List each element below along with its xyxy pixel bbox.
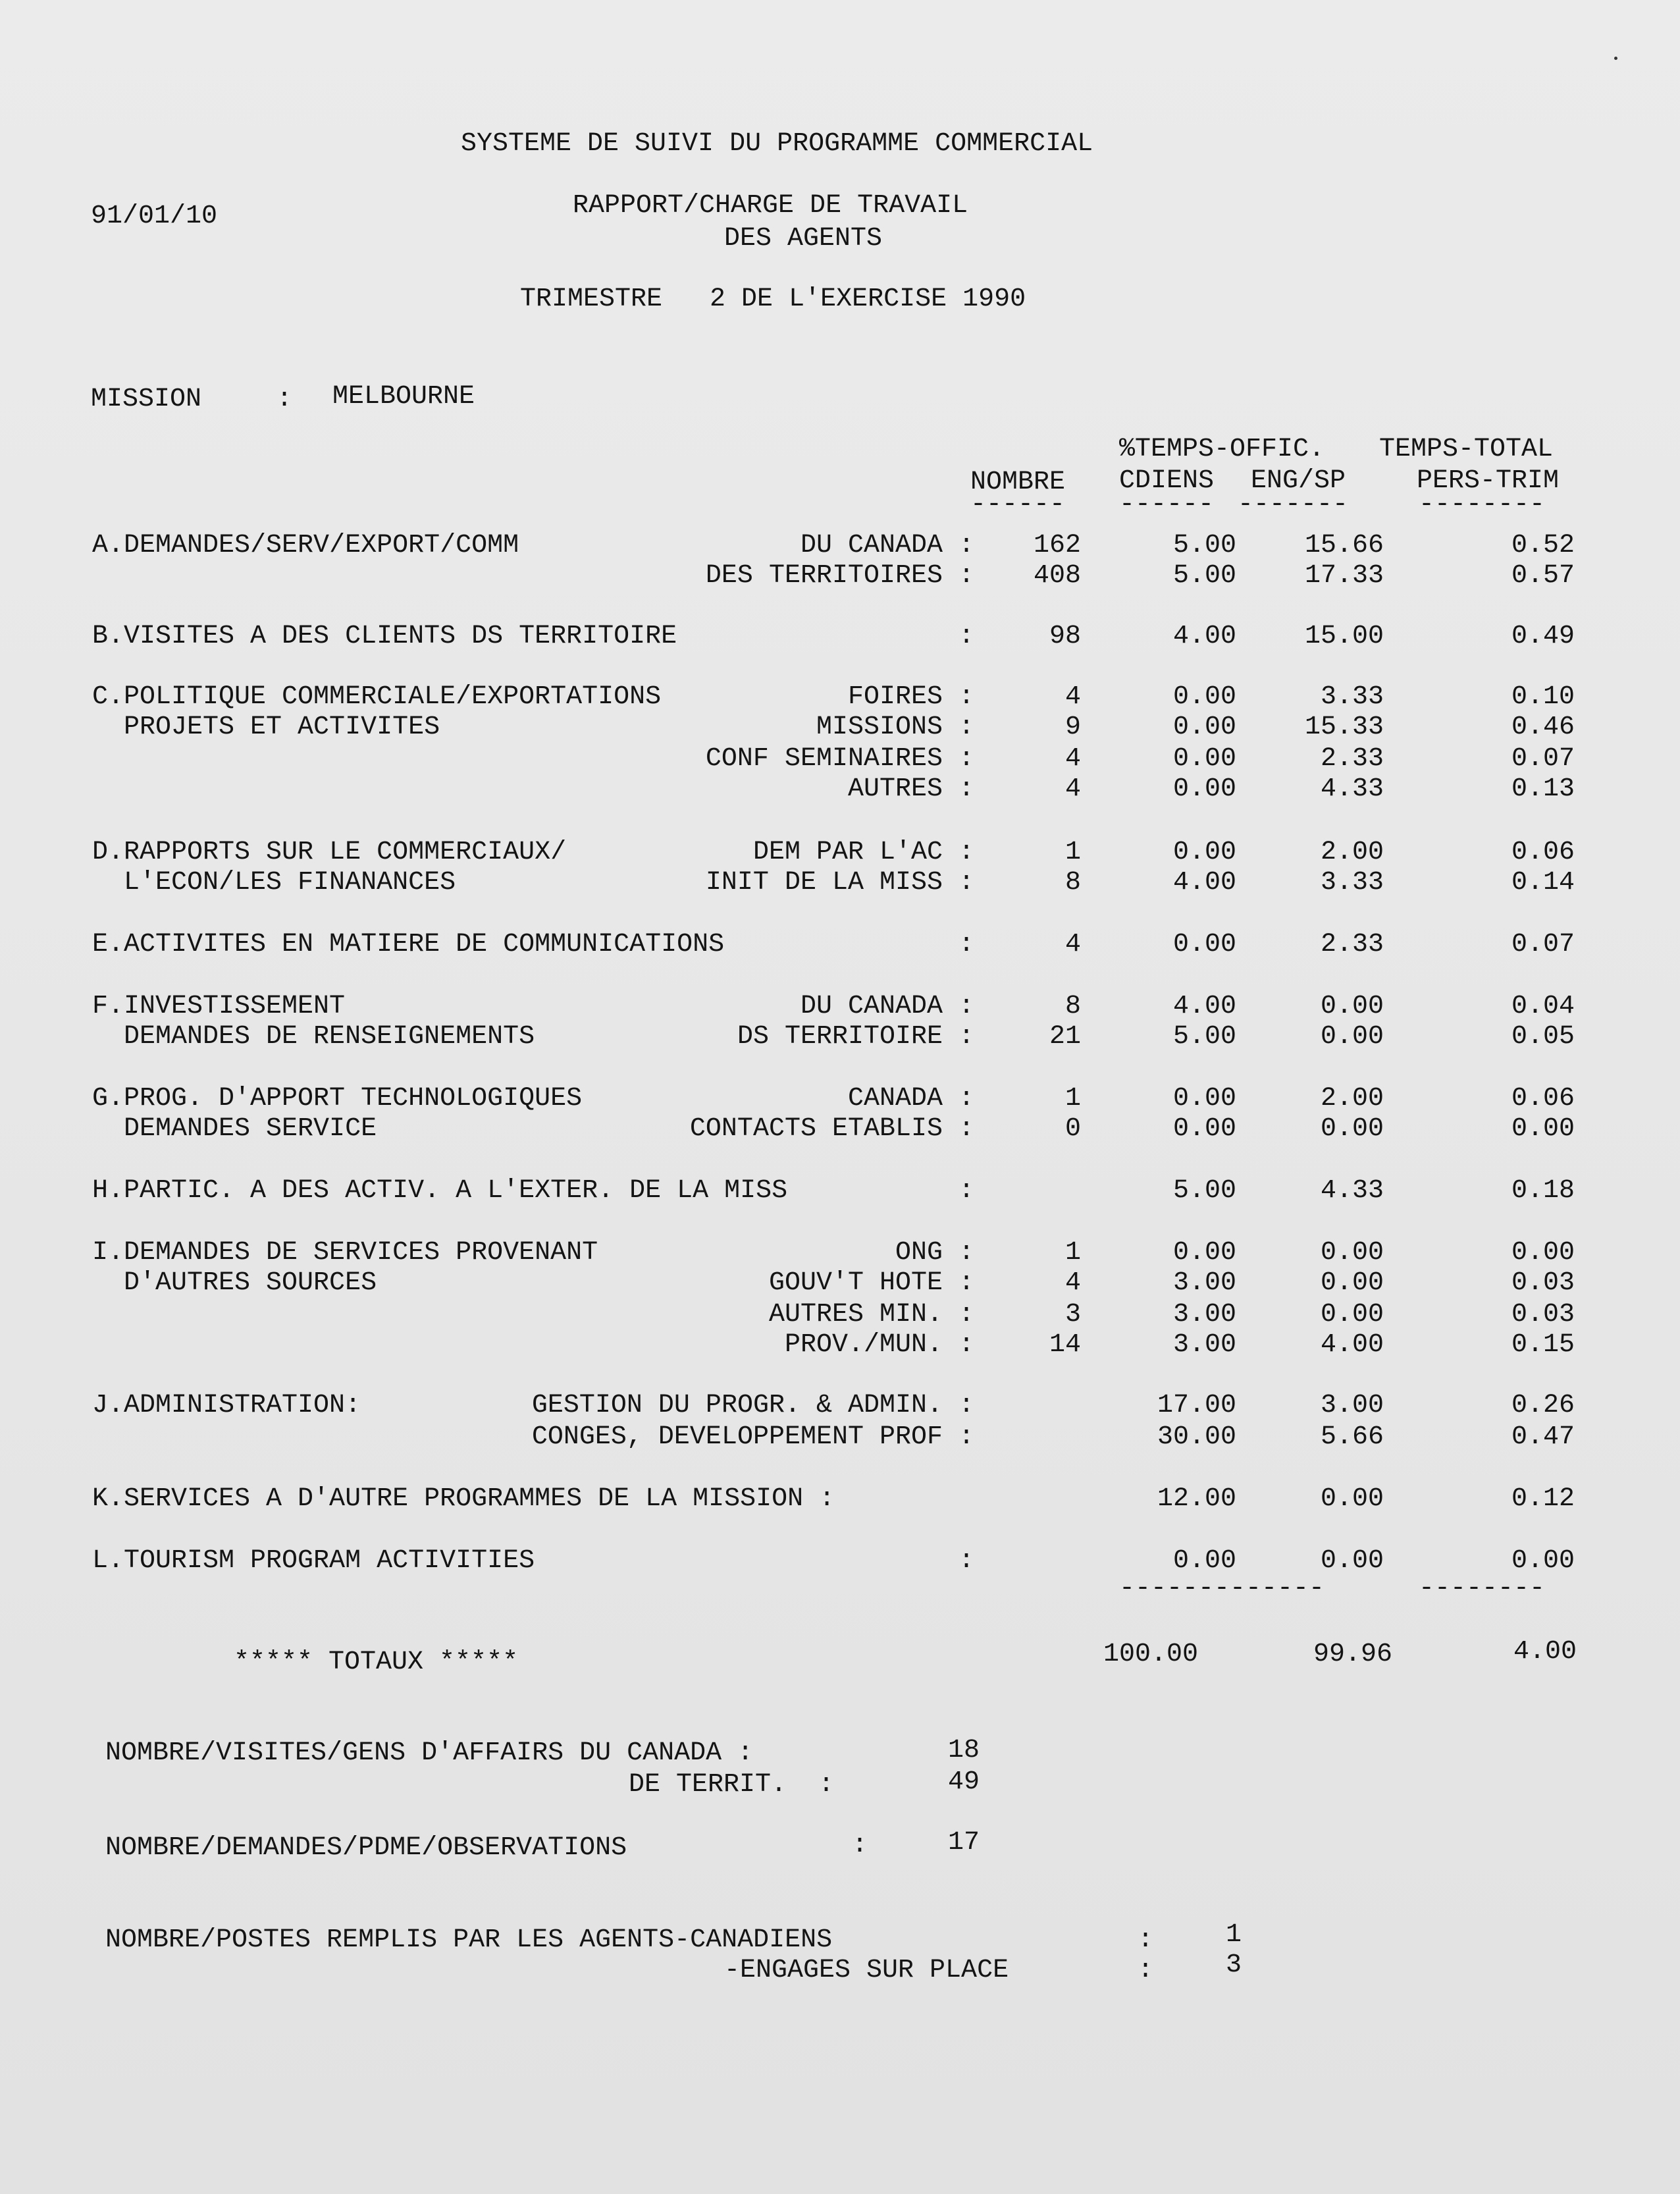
row-eng-sp: 0.00 <box>1320 1300 1384 1329</box>
row-cdiens: 4.00 <box>1172 868 1236 897</box>
row-pers-trim: 0.46 <box>1511 712 1575 742</box>
row-eng-sp: 0.00 <box>1320 1484 1384 1514</box>
row-nombre: 9 <box>1064 712 1081 742</box>
header-nombre: NOMBRE <box>970 468 1066 497</box>
row-sublabel: DU CANADA : <box>800 531 974 560</box>
row-cdiens: 0.00 <box>1172 744 1236 774</box>
row-pers-trim: 0.10 <box>1511 682 1575 712</box>
mission-separator: : <box>276 385 293 414</box>
row-label: K.SERVICES A D'AUTRE PROGRAMMES DE LA MISSION : <box>92 1484 835 1514</box>
system-title: SYSTEME DE SUIVI DU PROGRAMME COMMERCIAL <box>461 129 1093 159</box>
row-cdiens: 0.00 <box>1172 1238 1236 1268</box>
row-eng-sp: 2.33 <box>1320 930 1384 959</box>
row-pers-trim: 0.03 <box>1511 1300 1575 1329</box>
totals-rule-right: -------- <box>1419 1574 1546 1603</box>
postes-label: NOMBRE/POSTES REMPLIS PAR LES AGENTS-CANADIENS <box>105 1925 833 1955</box>
row-label: C.POLITIQUE COMMERCIALE/EXPORTATIONS <box>92 682 662 712</box>
pdme-separator: : <box>852 1831 868 1860</box>
postes-value: 1 <box>1226 1920 1242 1950</box>
row-sublabel: : <box>958 622 974 651</box>
row-sublabel: GESTION DU PROGR. & ADMIN. : <box>531 1391 974 1420</box>
row-label: D.RAPPORTS SUR LE COMMERCIAUX/ <box>92 838 567 867</box>
row-pers-trim: 0.26 <box>1511 1391 1575 1420</box>
row-label: I.DEMANDES DE SERVICES PROVENANT <box>92 1238 598 1268</box>
header-cdiens: CDIENS <box>1119 466 1215 496</box>
row-cdiens: 3.00 <box>1172 1300 1236 1329</box>
row-nombre: 408 <box>1033 561 1081 591</box>
row-sublabel: FOIRES : <box>847 682 974 712</box>
row-eng-sp: 4.33 <box>1320 1176 1384 1206</box>
row-pers-trim: 0.52 <box>1511 531 1575 560</box>
row-label: A.DEMANDES/SERV/EXPORT/COMM <box>92 531 519 560</box>
report-period: TRIMESTRE 2 DE L'EXERCISE 1990 <box>520 284 1026 314</box>
header-pers-trim: PERS-TRIM <box>1417 466 1560 496</box>
row-sublabel: GOUV'T HOTE : <box>768 1268 974 1298</box>
row-nombre: 1 <box>1064 1084 1081 1113</box>
totals-cdiens: 100.00 <box>1103 1640 1198 1669</box>
totals-eng-sp: 99.96 <box>1313 1640 1392 1669</box>
row-eng-sp: 5.66 <box>1320 1422 1384 1452</box>
row-nombre: 98 <box>1049 622 1081 651</box>
row-eng-sp: 0.00 <box>1320 1022 1384 1052</box>
mission-value: MELBOURNE <box>332 382 475 412</box>
header-underline-cdiens: ------ <box>1119 490 1215 520</box>
row-eng-sp: 4.33 <box>1320 774 1384 804</box>
row-label: L'ECON/LES FINANANCES <box>92 868 456 897</box>
row-eng-sp: 0.00 <box>1320 1268 1384 1298</box>
row-nombre: 4 <box>1064 682 1081 712</box>
header-pct-temps-offic: %TEMPS-OFFIC. <box>1119 435 1325 464</box>
row-label: L.TOURISM PROGRAM ACTIVITIES <box>92 1546 535 1576</box>
row-eng-sp: 15.66 <box>1304 531 1384 560</box>
row-sublabel: AUTRES MIN. : <box>768 1300 974 1329</box>
visits-territ-label: DE TERRIT. : <box>629 1770 835 1800</box>
visits-territ-value: 49 <box>948 1767 980 1797</box>
row-cdiens: 0.00 <box>1172 712 1236 742</box>
report-date: 91/01/10 <box>91 201 218 231</box>
engages-separator: : <box>1138 1956 1154 1985</box>
row-eng-sp: 0.00 <box>1320 1238 1384 1268</box>
row-cdiens: 0.00 <box>1172 930 1236 959</box>
header-eng-sp: ENG/SP <box>1251 466 1346 496</box>
row-cdiens: 30.00 <box>1157 1422 1236 1452</box>
row-nombre: 4 <box>1064 744 1081 774</box>
mission-label: MISSION <box>91 385 202 414</box>
row-label: B.VISITES A DES CLIENTS DS TERRITOIRE <box>92 622 677 651</box>
row-cdiens: 0.00 <box>1172 1084 1236 1113</box>
row-cdiens: 17.00 <box>1157 1391 1236 1420</box>
row-eng-sp: 0.00 <box>1320 992 1384 1021</box>
row-eng-sp: 15.33 <box>1304 712 1384 742</box>
row-eng-sp: 3.00 <box>1320 1391 1384 1420</box>
row-cdiens: 4.00 <box>1172 992 1236 1021</box>
engages-value: 3 <box>1226 1950 1242 1980</box>
row-eng-sp: 17.33 <box>1304 561 1384 591</box>
row-cdiens: 3.00 <box>1172 1268 1236 1298</box>
row-nombre: 4 <box>1064 1268 1081 1298</box>
row-cdiens: 0.00 <box>1172 774 1236 804</box>
row-cdiens: 0.00 <box>1172 838 1236 867</box>
row-label: H.PARTIC. A DES ACTIV. A L'EXTER. DE LA MISS <box>92 1176 788 1206</box>
paper-speck <box>1614 57 1617 60</box>
row-pers-trim: 0.57 <box>1511 561 1575 591</box>
row-label: PROJETS ET ACTIVITES <box>92 712 440 742</box>
row-pers-trim: 0.47 <box>1511 1422 1575 1452</box>
row-sublabel: AUTRES : <box>847 774 974 804</box>
row-eng-sp: 2.00 <box>1320 1084 1384 1113</box>
row-pers-trim: 0.18 <box>1511 1176 1575 1206</box>
engages-label: -ENGAGES SUR PLACE <box>724 1956 1009 1985</box>
header-temps-total: TEMPS-TOTAL <box>1379 435 1554 464</box>
row-label: D'AUTRES SOURCES <box>92 1268 377 1298</box>
pdme-label: NOMBRE/DEMANDES/PDME/OBSERVATIONS <box>105 1833 627 1863</box>
row-label: E.ACTIVITES EN MATIERE DE COMMUNICATIONS <box>92 930 725 959</box>
row-sublabel: DU CANADA : <box>800 992 974 1021</box>
row-sublabel: : <box>958 1176 974 1206</box>
header-underline-nombre: ------ <box>970 490 1066 520</box>
row-cdiens: 5.00 <box>1172 561 1236 591</box>
row-sublabel: DEM PAR L'AC : <box>752 838 974 867</box>
row-cdiens: 4.00 <box>1172 622 1236 651</box>
row-label: G.PROG. D'APPORT TECHNOLOGIQUES <box>92 1084 583 1113</box>
postes-separator: : <box>1138 1925 1154 1955</box>
visits-canada-value: 18 <box>948 1736 980 1765</box>
row-pers-trim: 0.14 <box>1511 868 1575 897</box>
row-cdiens: 5.00 <box>1172 531 1236 560</box>
row-label: DEMANDES DE RENSEIGNEMENTS <box>92 1022 535 1052</box>
row-sublabel: CONTACTS ETABLIS : <box>689 1114 974 1144</box>
row-eng-sp: 4.00 <box>1320 1330 1384 1360</box>
row-label: J.ADMINISTRATION: <box>92 1391 361 1420</box>
row-cdiens: 5.00 <box>1172 1176 1236 1206</box>
row-nombre: 0 <box>1064 1114 1081 1144</box>
row-eng-sp: 2.00 <box>1320 838 1384 867</box>
row-cdiens: 0.00 <box>1172 1546 1236 1576</box>
row-pers-trim: 0.15 <box>1511 1330 1575 1360</box>
row-pers-trim: 0.03 <box>1511 1268 1575 1298</box>
row-pers-trim: 0.06 <box>1511 1084 1575 1113</box>
row-sublabel: INIT DE LA MISS : <box>705 868 974 897</box>
row-nombre: 1 <box>1064 838 1081 867</box>
row-eng-sp: 0.00 <box>1320 1114 1384 1144</box>
row-sublabel: DES TERRITOIRES : <box>705 561 974 591</box>
row-label: DEMANDES SERVICE <box>92 1114 377 1144</box>
totals-rule-left: ------------- <box>1119 1574 1325 1603</box>
row-eng-sp: 15.00 <box>1304 622 1384 651</box>
row-nombre: 8 <box>1064 868 1081 897</box>
row-eng-sp: 3.33 <box>1320 682 1384 712</box>
totals-pers-trim: 4.00 <box>1513 1637 1577 1667</box>
row-sublabel: MISSIONS : <box>816 712 974 742</box>
row-nombre: 4 <box>1064 930 1081 959</box>
visits-canada-label: NOMBRE/VISITES/GENS D'AFFAIRS DU CANADA : <box>105 1738 754 1768</box>
row-nombre: 14 <box>1049 1330 1081 1360</box>
pdme-value: 17 <box>948 1828 980 1858</box>
row-nombre: 3 <box>1064 1300 1081 1329</box>
row-eng-sp: 0.00 <box>1320 1546 1384 1576</box>
row-eng-sp: 2.33 <box>1320 744 1384 774</box>
row-sublabel: CONF SEMINAIRES : <box>705 744 974 774</box>
row-pers-trim: 0.06 <box>1511 838 1575 867</box>
row-pers-trim: 0.05 <box>1511 1022 1575 1052</box>
header-underline-eng-sp: ------- <box>1238 490 1349 520</box>
totals-label: ***** TOTAUX ***** <box>234 1647 519 1677</box>
row-pers-trim: 0.00 <box>1511 1546 1575 1576</box>
row-sublabel: : <box>958 930 974 959</box>
row-sublabel: CONGES, DEVELOPPEMENT PROF : <box>531 1422 974 1452</box>
row-nombre: 162 <box>1033 531 1081 560</box>
row-cdiens: 5.00 <box>1172 1022 1236 1052</box>
row-cdiens: 3.00 <box>1172 1330 1236 1360</box>
row-pers-trim: 0.12 <box>1511 1484 1575 1514</box>
row-sublabel: CANADA : <box>847 1084 974 1113</box>
row-eng-sp: 3.33 <box>1320 868 1384 897</box>
row-nombre: 4 <box>1064 774 1081 804</box>
row-sublabel: DS TERRITOIRE : <box>737 1022 974 1052</box>
row-pers-trim: 0.49 <box>1511 622 1575 651</box>
row-sublabel: ONG : <box>895 1238 974 1268</box>
row-cdiens: 12.00 <box>1157 1484 1236 1514</box>
row-nombre: 8 <box>1064 992 1081 1021</box>
report-subtitle: DES AGENTS <box>724 224 883 254</box>
row-pers-trim: 0.07 <box>1511 744 1575 774</box>
report-title: RAPPORT/CHARGE DE TRAVAIL <box>573 191 968 221</box>
row-cdiens: 0.00 <box>1172 682 1236 712</box>
row-pers-trim: 0.00 <box>1511 1114 1575 1144</box>
row-pers-trim: 0.04 <box>1511 992 1575 1021</box>
row-label: F.INVESTISSEMENT <box>92 992 346 1021</box>
row-nombre: 1 <box>1064 1238 1081 1268</box>
row-cdiens: 0.00 <box>1172 1114 1236 1144</box>
row-pers-trim: 0.07 <box>1511 930 1575 959</box>
row-sublabel: PROV./MUN. : <box>784 1330 974 1360</box>
row-sublabel: : <box>958 1546 974 1576</box>
row-pers-trim: 0.00 <box>1511 1238 1575 1268</box>
row-pers-trim: 0.13 <box>1511 774 1575 804</box>
row-nombre: 21 <box>1049 1022 1081 1052</box>
header-underline-pers: -------- <box>1419 490 1546 520</box>
